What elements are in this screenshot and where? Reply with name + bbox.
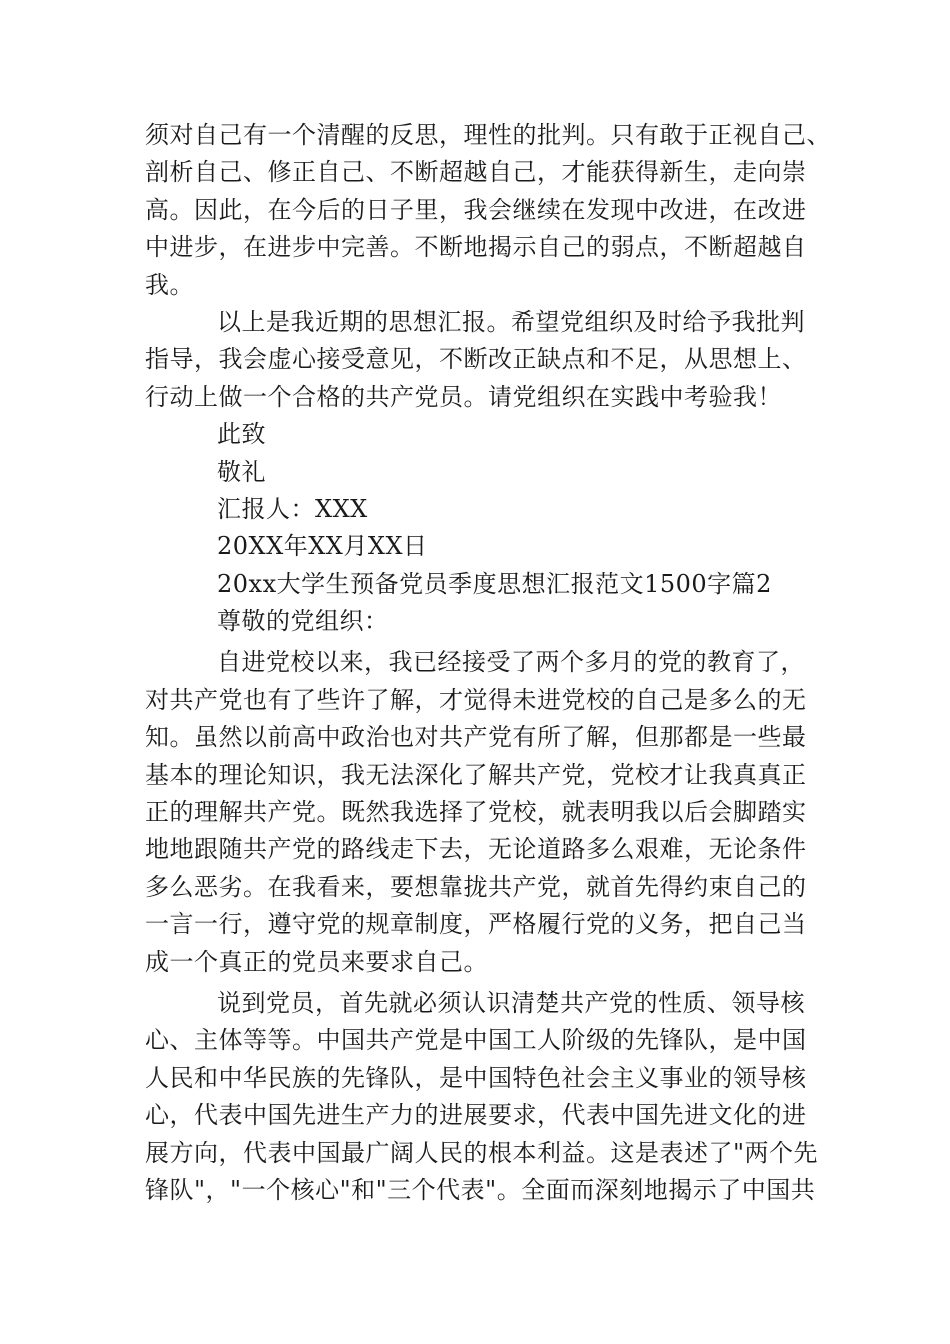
text-line: 锋队"，"一个核心"和"三个代表"。全面而深刻地揭示了中国共: [145, 1175, 816, 1204]
text-line: 地地跟随共产党的路线走下去，无论道路多么艰难，无论条件: [145, 835, 807, 864]
paragraph-summary: [145, 304, 805, 416]
text-line: 对共产党也有了些许了解，才觉得未进党校的自己是多么的无: [145, 685, 807, 714]
text-line: 心，代表中国先进生产力的进展要求，代表中国先进文化的进: [145, 1101, 807, 1130]
text-line: 须对自己有一个清醒的反思，理性的批判。只有敢于正视自己、: [145, 121, 831, 149]
text-line: 自进党校以来，我已经接受了两个多月的党的教育了，: [217, 648, 805, 677]
salutation: 敬礼: [217, 457, 266, 486]
text-line: 以上是我近期的思想汇报。希望党组织及时给予我批判: [217, 307, 805, 336]
text-line: 正的理解共产党。既然我选择了党校，就表明我以后会脚踏实: [145, 798, 807, 827]
paragraph-continued-reflection: [145, 117, 831, 304]
text-line: 中进步，在进步中完善。不断地揭示自己的弱点，不断超越自: [145, 233, 807, 262]
text-line: 人民和中华民族的先锋队，是中国特色社会主义事业的领导核: [145, 1063, 807, 1092]
text-line: 基本的理论知识，我无法深化了解共产党，党校才让我真真正: [145, 760, 807, 789]
reporter-signature: 汇报人：XXX: [217, 494, 368, 523]
report-date: 20XX年XX月XX日: [217, 532, 428, 561]
text-line: 成一个真正的党员来要求自己。: [145, 947, 488, 976]
text-line: 一言一行，遵守党的规章制度，严格履行党的义务，把自己当: [145, 910, 807, 939]
text-line: 知。虽然以前高中政治也对共产党有所了解，但那都是一些最: [145, 723, 807, 752]
text-line: 高。因此，在今后的日子里，我会继续在发现中改进，在改进: [145, 195, 807, 224]
text-line: 行动上做一个合格的共产党员。请党组织在实践中考验我！: [145, 382, 782, 411]
text-line: 说到党员，首先就必须认识清楚共产党的性质、领导核: [217, 988, 805, 1017]
text-line: 心、主体等等。中国共产党是中国工人阶级的先锋队，是中国: [145, 1026, 807, 1055]
text-line: 多么恶劣。在我看来，要想靠拢共产党，就首先得约束自己的: [145, 872, 807, 901]
greeting: 尊敬的党组织：: [217, 607, 389, 636]
document-body: [145, 117, 831, 1209]
article-title: 20xx大学生预备党员季度思想汇报范文1500字篇2: [217, 569, 772, 598]
text-line: 指导，我会虚心接受意见，不断改正缺点和不足，从思想上、: [145, 345, 807, 374]
text-line: 剖析自己、修正自己、不断超越自己，才能获得新生，走向崇: [145, 158, 807, 187]
text-line: 我。: [145, 270, 194, 299]
paragraph-party-nature: [145, 985, 819, 1209]
text-line: 展方向，代表中国最广阔人民的根本利益。这是表述了"两个先: [145, 1138, 819, 1167]
closing-phrase: 此致: [217, 420, 266, 449]
paragraph-party-school: [145, 644, 805, 981]
